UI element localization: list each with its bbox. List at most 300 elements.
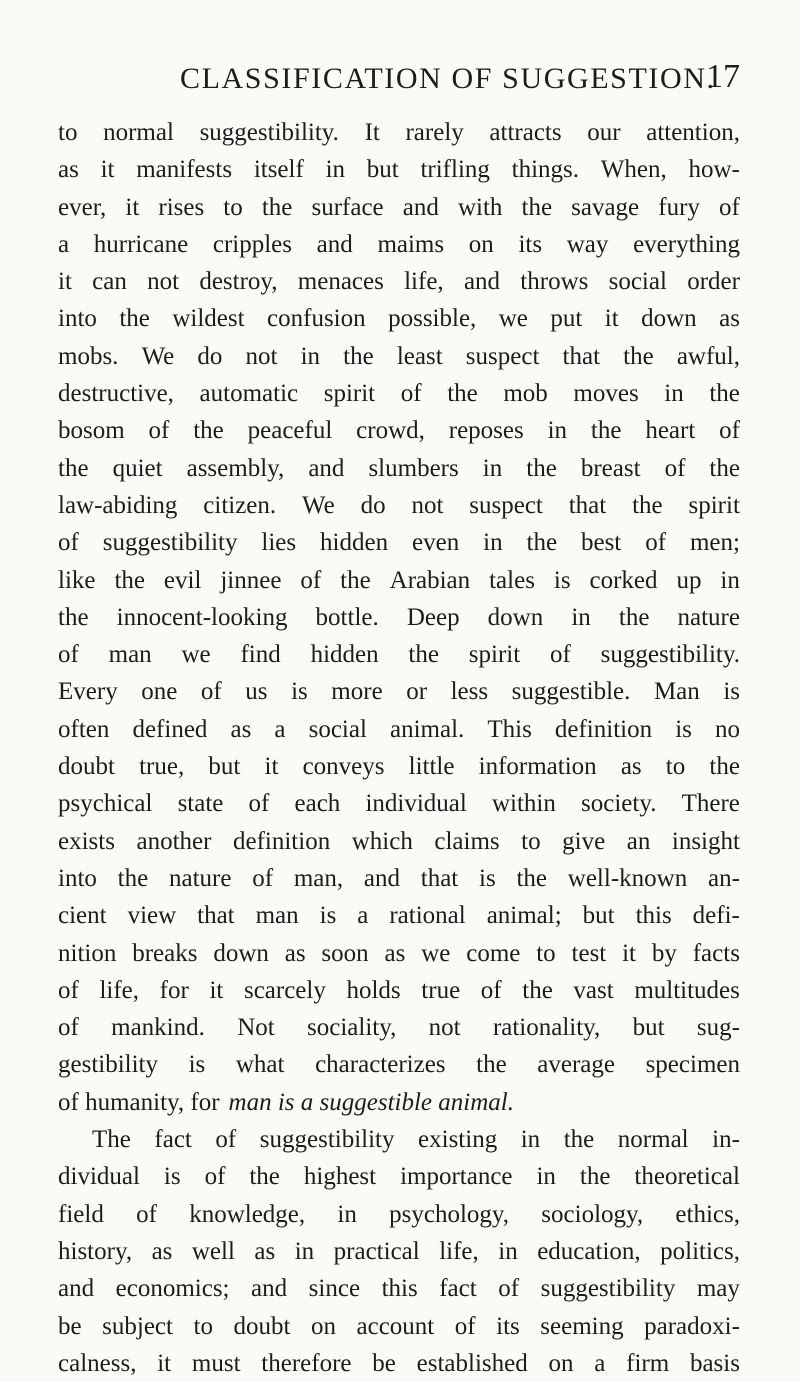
word: the xyxy=(408,641,439,669)
word: wildest xyxy=(172,305,245,333)
word: This xyxy=(487,715,532,743)
word: individual xyxy=(365,790,467,818)
word: which xyxy=(351,827,413,855)
word: but xyxy=(582,902,615,930)
word: claims xyxy=(434,827,500,855)
word: do xyxy=(360,491,386,519)
text-line xyxy=(58,226,740,263)
word: it xyxy=(157,1349,172,1377)
word: in xyxy=(547,417,568,445)
word: manifests xyxy=(136,156,233,184)
word: of xyxy=(215,1126,237,1154)
word: that xyxy=(197,902,235,930)
word: suggestibility. xyxy=(199,119,339,146)
word: the xyxy=(526,529,558,557)
word: of xyxy=(300,566,322,594)
word: holds xyxy=(346,976,401,1004)
word: it xyxy=(100,156,115,184)
word: is xyxy=(479,864,496,892)
word: law-abiding xyxy=(58,491,178,519)
word: social xyxy=(608,268,667,296)
word: not xyxy=(428,1014,461,1042)
word: peaceful xyxy=(247,417,333,445)
word: that xyxy=(562,342,601,370)
word: the xyxy=(249,1163,280,1191)
word: dividual xyxy=(58,1163,140,1191)
running-head xyxy=(180,58,740,102)
word: history, xyxy=(58,1237,133,1265)
word: the xyxy=(193,417,224,445)
word: on xyxy=(310,1312,336,1340)
text-line xyxy=(58,1158,740,1195)
word: may xyxy=(696,1275,740,1303)
word: seeming xyxy=(540,1312,624,1340)
word: vast xyxy=(573,976,614,1004)
word: gestibility xyxy=(58,1051,158,1079)
text-line xyxy=(58,935,740,972)
word: as xyxy=(284,939,306,967)
word: an- xyxy=(707,864,740,892)
text-line xyxy=(58,711,740,748)
word: another xyxy=(136,827,212,855)
word: subject xyxy=(102,1312,173,1340)
word: cient xyxy=(58,902,107,930)
word: doubt xyxy=(58,753,115,781)
word: breast xyxy=(580,454,641,482)
word: suggestibility. xyxy=(600,641,740,669)
word: facts xyxy=(692,939,740,967)
word: things. xyxy=(511,156,580,184)
word: theoretical xyxy=(634,1163,740,1191)
word: confusion xyxy=(267,305,366,333)
text-line xyxy=(58,860,740,897)
word: and xyxy=(363,864,400,892)
word: not xyxy=(245,342,278,370)
word: sug- xyxy=(696,1014,740,1042)
word: fury xyxy=(658,193,700,221)
text-line xyxy=(58,785,740,822)
word: moves xyxy=(573,380,639,408)
word: do xyxy=(197,342,223,370)
word: must xyxy=(191,1349,241,1377)
word: but xyxy=(632,1014,665,1042)
word: the xyxy=(476,1051,507,1079)
word: of xyxy=(664,454,686,482)
word: the xyxy=(590,417,622,445)
word: of xyxy=(204,1163,226,1191)
word: down xyxy=(641,305,697,333)
text-line xyxy=(58,151,740,188)
text-line xyxy=(58,524,740,561)
word: jinnee xyxy=(220,566,282,594)
word: a xyxy=(58,230,70,258)
italic-emphasis: man is a suggestible animal. xyxy=(228,1088,514,1116)
word: highest xyxy=(303,1163,377,1191)
word: a xyxy=(357,902,369,930)
body-text xyxy=(58,114,740,1382)
word: we xyxy=(498,305,528,333)
word: politics, xyxy=(660,1237,740,1265)
word: the xyxy=(117,864,149,892)
word: exists xyxy=(58,827,115,855)
word: as xyxy=(719,305,740,333)
word: suggestibility xyxy=(102,529,238,557)
word: to xyxy=(58,119,78,146)
word: hidden xyxy=(320,529,389,557)
word: throws xyxy=(520,268,589,296)
word: no xyxy=(714,715,740,743)
word: There xyxy=(681,790,740,818)
word: each xyxy=(294,790,341,818)
word: the xyxy=(340,566,371,594)
word: knowledge, xyxy=(189,1200,306,1228)
word: give xyxy=(562,827,606,855)
word: of xyxy=(58,1014,79,1042)
word: the xyxy=(521,193,553,221)
word: Arabian xyxy=(389,566,471,594)
word: little xyxy=(408,753,455,781)
word: education, xyxy=(537,1237,641,1265)
word: best xyxy=(580,529,622,557)
word: destroy, xyxy=(199,268,278,296)
word: suggestibility xyxy=(540,1275,676,1303)
word: spirit xyxy=(323,380,376,408)
word: life, xyxy=(404,268,444,296)
text-line xyxy=(58,300,740,337)
word: that xyxy=(568,491,607,519)
word: with xyxy=(457,193,503,221)
word: into xyxy=(58,864,97,892)
text-line xyxy=(58,1233,740,1270)
word: like xyxy=(58,566,96,594)
word: and xyxy=(316,230,353,258)
text-line xyxy=(58,972,740,1009)
word: attracts xyxy=(489,119,562,146)
word: fact xyxy=(439,1275,477,1303)
word: state xyxy=(177,790,224,818)
word: is xyxy=(675,715,692,743)
word: mob xyxy=(503,380,548,408)
word: in xyxy=(337,1200,357,1228)
word: multitudes xyxy=(634,976,740,1004)
word: psychology, xyxy=(389,1200,510,1228)
word: is xyxy=(319,902,337,930)
word: be xyxy=(58,1312,82,1340)
word: we xyxy=(421,939,451,967)
word: surface xyxy=(311,193,384,221)
word: bottle. xyxy=(315,603,379,631)
word: basis xyxy=(689,1349,740,1377)
word: the xyxy=(261,193,293,221)
word: of xyxy=(719,417,740,445)
word: animal; xyxy=(486,902,562,930)
word: it xyxy=(264,753,279,781)
word: It xyxy=(364,119,380,146)
word: information xyxy=(478,753,597,781)
text-line xyxy=(58,823,740,860)
word: into xyxy=(58,305,97,333)
word: When, xyxy=(600,156,667,184)
word: an xyxy=(626,827,651,855)
text-line xyxy=(58,189,740,226)
word: the xyxy=(58,603,89,631)
word: bosom xyxy=(58,417,125,445)
word: of xyxy=(454,1312,476,1340)
word: us xyxy=(245,678,268,706)
text-line xyxy=(58,338,740,375)
word: the xyxy=(516,864,548,892)
word: well-known xyxy=(567,864,688,892)
word: our xyxy=(587,119,621,146)
word: social xyxy=(308,715,367,743)
word: the xyxy=(526,454,557,482)
word: the xyxy=(579,1163,611,1191)
word: can xyxy=(92,268,127,296)
word: characterizes xyxy=(315,1051,446,1079)
word: Man xyxy=(653,678,700,706)
word: up xyxy=(676,566,702,594)
word: hidden xyxy=(310,641,379,669)
text-line xyxy=(58,263,740,300)
word: rationality, xyxy=(492,1014,601,1042)
word: account xyxy=(356,1312,435,1340)
word: in xyxy=(520,1126,541,1154)
text-line xyxy=(58,748,740,785)
word: innocent-looking xyxy=(116,603,288,631)
text-line xyxy=(58,562,740,599)
word: and xyxy=(58,1275,95,1303)
word: within xyxy=(491,790,556,818)
text-line xyxy=(58,1270,740,1307)
word: life, xyxy=(99,976,140,1004)
word: conveys xyxy=(302,753,385,781)
word: in xyxy=(664,380,684,408)
word: on xyxy=(548,1349,574,1377)
word: rises xyxy=(158,193,205,221)
word: life, xyxy=(439,1237,479,1265)
word: it xyxy=(209,976,224,1004)
word: psychical xyxy=(58,790,153,818)
word: the xyxy=(447,380,478,408)
word: specimen xyxy=(645,1051,740,1079)
emphasis-line-prefix: of humanity, for xyxy=(58,1088,220,1116)
word: this xyxy=(381,1275,418,1303)
text-line xyxy=(58,897,740,934)
word: but xyxy=(208,753,241,781)
word: and xyxy=(251,1275,288,1303)
word: soon xyxy=(321,939,369,967)
word: is xyxy=(188,1051,206,1079)
word: the xyxy=(709,454,740,482)
word: the xyxy=(58,454,89,482)
word: existing xyxy=(418,1126,498,1154)
word: attention, xyxy=(646,119,740,146)
word: rarely xyxy=(405,119,464,146)
word: view xyxy=(127,902,177,930)
word: awful, xyxy=(676,342,740,370)
word: nature xyxy=(168,864,232,892)
word: of xyxy=(248,790,270,818)
word: definition xyxy=(554,715,653,743)
word: as xyxy=(230,715,252,743)
word: of xyxy=(645,529,667,557)
word: true, xyxy=(139,753,185,781)
word: to xyxy=(193,1312,213,1340)
word: as xyxy=(620,753,642,781)
word: a xyxy=(594,1349,606,1377)
word: paradoxi- xyxy=(644,1312,740,1340)
word: in xyxy=(294,1237,315,1265)
word: of xyxy=(136,1200,157,1228)
word: of xyxy=(498,1275,520,1303)
word: animal. xyxy=(390,715,465,743)
word: maims xyxy=(377,230,445,258)
word: quiet xyxy=(112,454,163,482)
word: possible, xyxy=(388,305,477,333)
word: and xyxy=(463,268,501,296)
word: lies xyxy=(261,529,297,557)
text-line xyxy=(58,1009,740,1046)
word: sociality, xyxy=(307,1014,397,1042)
word: spirit xyxy=(468,641,521,669)
word: as xyxy=(254,1237,276,1265)
word: everything xyxy=(633,230,740,258)
word: citizen. xyxy=(203,491,277,519)
word: firm xyxy=(626,1349,670,1377)
word: of xyxy=(550,641,571,669)
word: in xyxy=(483,529,503,557)
text-line xyxy=(58,412,740,449)
word: importance xyxy=(400,1163,513,1191)
text-line xyxy=(58,1196,740,1233)
word: crowd, xyxy=(356,417,425,445)
word: how- xyxy=(688,156,740,184)
word: assembly, xyxy=(186,454,285,482)
word: its xyxy=(496,1312,520,1340)
word: society. xyxy=(581,790,657,818)
word: test xyxy=(571,939,607,967)
word: suspect xyxy=(469,491,543,519)
word: in xyxy=(325,156,346,184)
word: practical xyxy=(333,1237,420,1265)
word: the xyxy=(343,342,374,370)
word: even xyxy=(412,529,460,557)
text-line xyxy=(58,673,740,710)
word: nition xyxy=(58,939,117,967)
paragraph xyxy=(58,114,740,1084)
word: Deep xyxy=(406,603,460,631)
word: We xyxy=(141,342,175,370)
word: of xyxy=(58,641,79,669)
word: well xyxy=(191,1237,235,1265)
word: more xyxy=(331,678,383,706)
paragraph xyxy=(58,1121,740,1382)
word: doubt xyxy=(233,1312,291,1340)
word: is xyxy=(723,678,740,706)
word: it xyxy=(125,193,140,221)
word: or xyxy=(406,678,428,706)
text-line xyxy=(58,636,740,673)
word: sociology, xyxy=(541,1200,644,1228)
word: mobs. xyxy=(58,342,119,370)
word: but xyxy=(366,156,399,184)
word: it xyxy=(604,305,619,333)
word: the xyxy=(632,491,663,519)
word: the xyxy=(618,603,650,631)
word: automatic xyxy=(199,380,299,408)
word: come xyxy=(466,939,521,967)
word: definition xyxy=(232,827,331,855)
word: a xyxy=(274,715,286,743)
word: in xyxy=(536,1163,556,1191)
word: as xyxy=(58,156,79,184)
word: the xyxy=(522,976,553,1004)
word: in xyxy=(300,342,321,370)
word: of xyxy=(148,417,170,445)
word: the xyxy=(623,342,654,370)
word: to xyxy=(665,753,686,781)
word: true xyxy=(421,976,461,1004)
word: normal xyxy=(617,1126,689,1154)
text-line xyxy=(58,114,740,151)
word: normal xyxy=(103,119,174,146)
text-line xyxy=(58,450,740,487)
word: to xyxy=(536,939,556,967)
word: in xyxy=(498,1237,518,1265)
word: hurricane xyxy=(93,230,189,258)
word: for xyxy=(159,976,189,1004)
word: defined xyxy=(132,715,208,743)
word: savage xyxy=(571,193,640,221)
word: field xyxy=(58,1200,104,1228)
word: to xyxy=(223,193,243,221)
word: in xyxy=(482,454,503,482)
word: evil xyxy=(163,566,202,594)
word: man xyxy=(255,902,299,930)
word: as xyxy=(151,1237,173,1265)
word: destructive, xyxy=(58,380,174,408)
word: fact xyxy=(154,1126,192,1154)
word: of xyxy=(719,193,740,221)
word: ever, xyxy=(58,193,107,221)
word: insight xyxy=(671,827,740,855)
word: cripples xyxy=(212,230,292,258)
word: suggestible. xyxy=(511,678,631,706)
word: way xyxy=(566,230,609,258)
word: find xyxy=(240,641,281,669)
text-line xyxy=(58,1308,740,1345)
word: one xyxy=(141,678,178,706)
word: tales xyxy=(489,566,535,594)
text-line xyxy=(58,599,740,636)
word: itself xyxy=(253,156,304,184)
word: rational xyxy=(389,902,466,930)
word: of xyxy=(400,380,422,408)
text-line xyxy=(58,1121,740,1158)
word: trifling xyxy=(420,156,490,184)
word: be xyxy=(372,1349,396,1377)
word: man xyxy=(108,641,152,669)
text-line xyxy=(58,1046,740,1083)
word: and xyxy=(308,454,345,482)
word: defi- xyxy=(692,902,740,930)
word: its xyxy=(518,230,543,258)
emphasis-line xyxy=(58,1084,740,1121)
word: less xyxy=(450,678,489,706)
word: what xyxy=(235,1051,285,1079)
word: is xyxy=(553,566,571,594)
word: men; xyxy=(689,529,740,557)
